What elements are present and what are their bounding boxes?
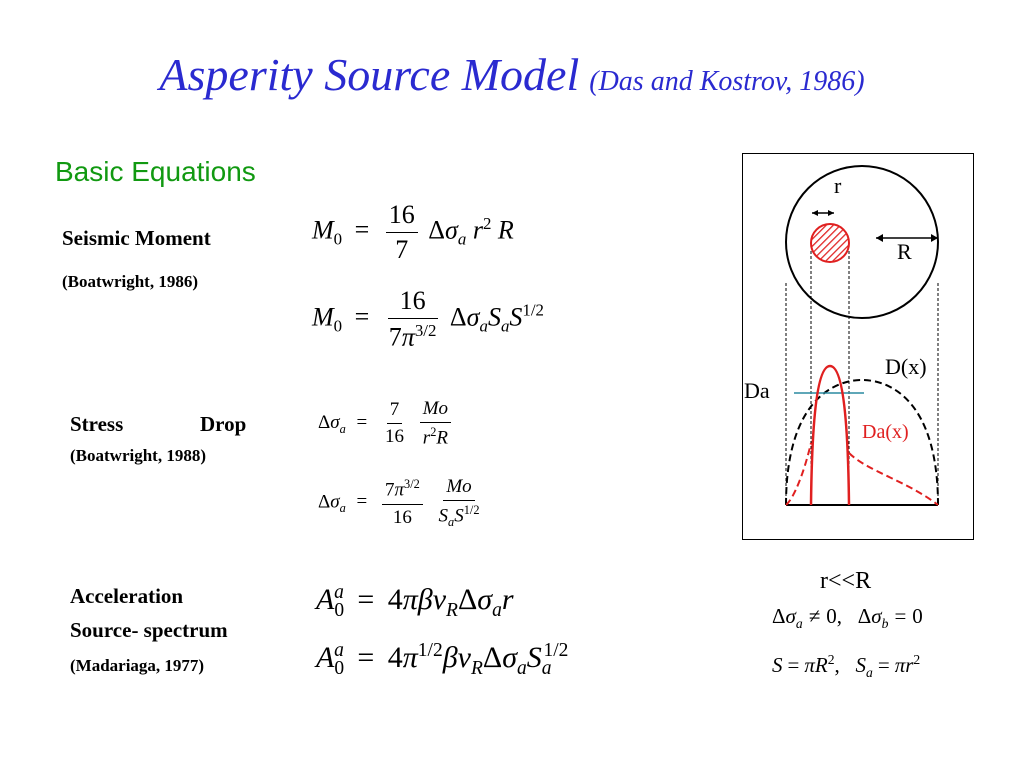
acceleration-reference: (Madariaga, 1977) xyxy=(70,656,205,675)
stress-drop-label-left: Stress xyxy=(70,412,124,436)
equation-condition-1: $\Delta\sigma_a \ne 0$, $\Delta\sigma_b = 0$ xyxy=(772,604,923,632)
section-heading: Basic Equations xyxy=(55,156,256,187)
acceleration-label-line1: Acceleration xyxy=(70,584,184,608)
equation-stress-drop-1: $\Delta\sigma_a$ = $\frac{7}{16}$ $\frac{Mo}{r^2R}$ xyxy=(318,398,455,449)
equation-acceleration-2: $A_0^a = 4\pi^{1/2}\beta v_R\Delta\sigma_aS_a^{1/2}$ xyxy=(316,640,569,679)
asperity-circle xyxy=(811,224,849,262)
label-big-R: R xyxy=(897,239,912,264)
title-citation: (Das and Kostrov, 1986) xyxy=(589,66,865,97)
seismic-moment-reference: (Boatwright, 1986) xyxy=(62,272,198,291)
stress-drop-reference: (Boatwright, 1988) xyxy=(70,446,206,465)
stress-drop-label-right: Drop xyxy=(200,412,247,436)
label-small-r: r xyxy=(834,173,842,198)
fault-circle xyxy=(786,166,938,318)
asperity-slip-curve xyxy=(811,366,849,505)
slide-title xyxy=(0,48,1024,101)
label-Dx: D(x) xyxy=(885,354,927,379)
equation-stress-drop-2: $\Delta\sigma_a$ = $\frac{7\pi^{3/2}}{16}$ $\frac{Mo}{S_aS^{1/2}}$ xyxy=(318,476,480,530)
label-Da: Da xyxy=(744,378,770,403)
condition-note: r<<R xyxy=(820,568,872,594)
equation-moment-2: $M_0$ = $\frac{16}{7\pi^{3/2}}$ $\Delta\sigma_aS_aS^{1/2}$ xyxy=(312,286,544,352)
asperity-diagram xyxy=(742,153,974,540)
label-Dax: Da(x) xyxy=(862,421,909,443)
equation-moment-1: $M_0$ = $\frac{16}{7}$ $\Delta\sigma_a$ $r^2$ R xyxy=(312,200,514,264)
seismic-moment-label: Seismic Moment xyxy=(62,226,211,250)
equation-acceleration-1: $A_0^a = 4\pi\beta v_R\Delta\sigma_ar$ xyxy=(316,582,514,621)
equation-condition-2: $S = \pi R^2$, $S_a = \pi r^2$ xyxy=(772,652,921,681)
acceleration-label-line2: Source- spectrum xyxy=(70,618,228,642)
title-main: Asperity Source Model xyxy=(159,49,580,100)
